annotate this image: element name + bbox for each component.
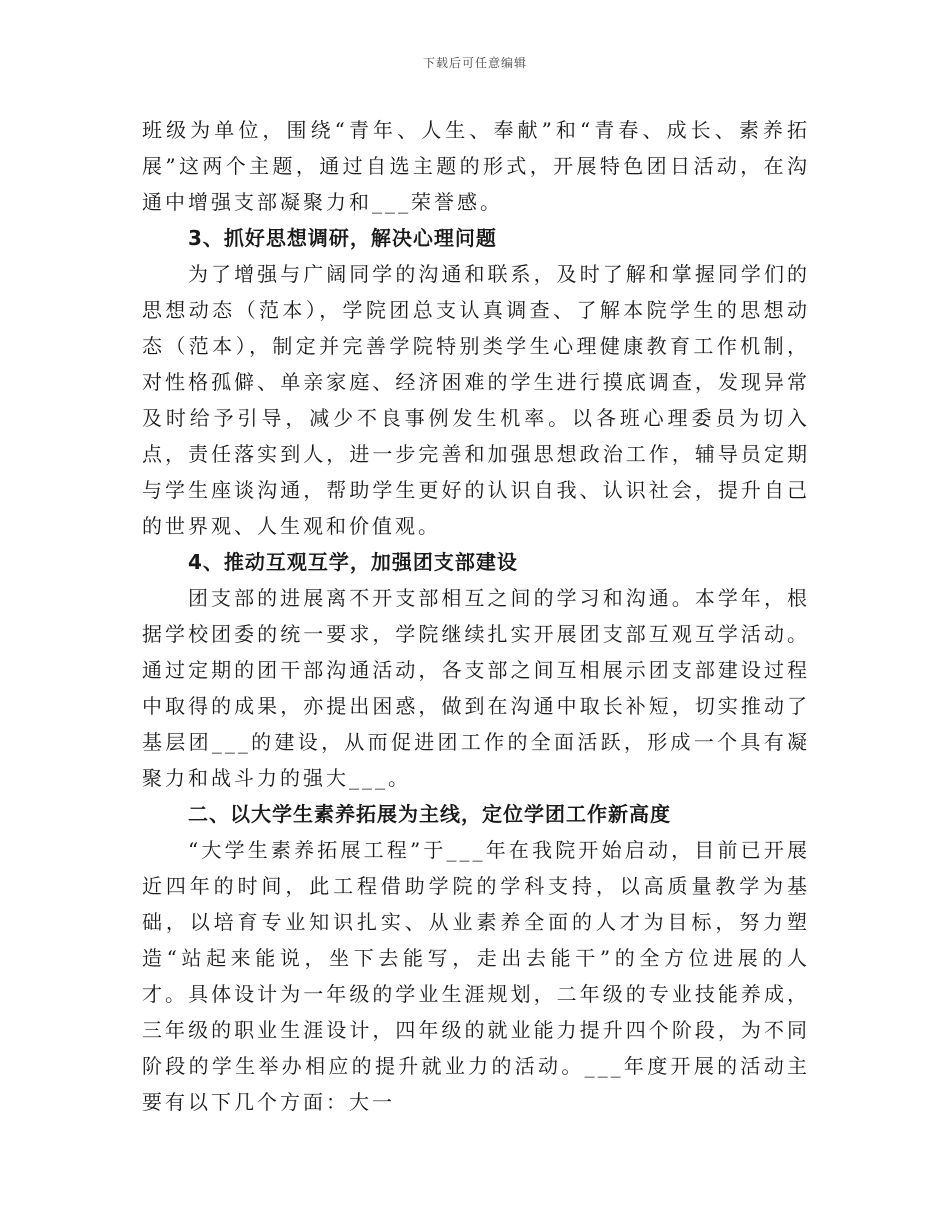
document-body: [142, 112, 810, 1120]
paragraph-thought-research: 为了增强与广阔同学的沟通和联系，及时了解和掌握同学们的思想动态（范本），学院团总支认真调查、了解本院学生的思想动态（范本），制定并完善学院特别类学生心理健康教育工作机制，对性格孤僻、单亲家庭、经济困难的学生进行摸底调查，发现异常及时给予引导，减少不良事例发生机率。以各班心理委员为切入点，责任落实到人，进一步完善和加强思想政治工作，辅导员定期与学生座谈沟通，帮助学生更好的认识自我、认识社会，提升自己的世界观、人生观和价值观。: [142, 262, 810, 538]
paragraph-continued: 班级为单位，围绕“青年、人生、奉献”和“青春、成长、素养拓展”这两个主题，通过自选主题的形式，开展特色团日活动，在沟通中增强支部凝聚力和___荣誉感。: [142, 118, 810, 214]
section-heading-2: 二、以大学生素养拓展为主线，定位学团工作新高度: [188, 802, 671, 826]
section-heading-3: 3、抓好思想调研，解决心理问题: [188, 226, 497, 250]
paragraph-quality-expansion: “大学生素养拓展工程”于___年在我院开始启动，目前已开展近四年的时间，此工程借助学院的学科支持，以高质量教学为基础，以培育专业知识扎实、从业素养全面的人才为目标，努力塑造“站起来能说，坐下去能写，走出去能干”的全方位进展的人才。具体设计为一年级的学业生涯规划，二年级的专业技能养成，三年级的职业生涯设计，四年级的就业能力提升四个阶段，为不同阶段的学生举办相应的提升就业力的活动。___年度开展的活动主要有以下几个方面：大一: [142, 838, 810, 1114]
paragraph-branch-building: 团支部的进展离不开支部相互之间的学习和沟通。本学年，根据学校团委的统一要求，学院继续扎实开展团支部互观互学活动。通过定期的团干部沟通活动，各支部之间互相展示团支部建设过程中取得的成果，亦提出困惑，做到在沟通中取长补短，切实推动了基层团___的建设，从而促进团工作的全面活跃，形成一个具有凝聚力和战斗力的强大___。: [142, 586, 810, 790]
page-header-note: 下载后可任意编辑: [422, 56, 527, 70]
section-heading-4: 4、推动互观互学，加强团支部建设: [188, 550, 518, 574]
